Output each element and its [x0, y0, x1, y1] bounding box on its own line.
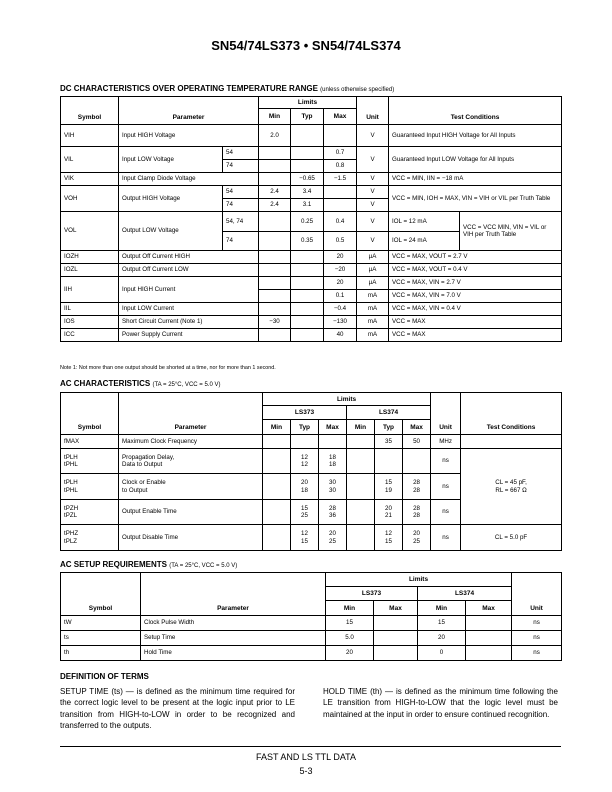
table-cell — [259, 147, 291, 160]
table-cell: Hold Time — [141, 646, 326, 661]
ac-section-title — [60, 379, 220, 388]
table-cell: tPLH tPHL — [61, 449, 119, 474]
dc-header-symbol: Symbol — [61, 97, 119, 125]
setup-header-min: Min — [418, 601, 466, 616]
table-cell: 20 25 — [319, 525, 347, 551]
table-cell: µA — [357, 251, 389, 264]
table-cell: Output Off Current HIGH — [119, 251, 259, 264]
ac-header-ls374: LS374 — [347, 406, 431, 420]
table-cell: VCC = MIN, IIN = −18 mA — [389, 173, 562, 186]
table-cell: ns — [431, 500, 461, 525]
table-cell: Guaranteed Input HIGH Voltage for All Inputs — [389, 125, 562, 147]
table-cell: 20 — [324, 277, 357, 290]
table-cell: Maximum Clock Frequency — [119, 435, 263, 449]
table-cell: −0.4 — [324, 303, 357, 316]
table-cell: tPLH tPHL — [61, 474, 119, 500]
table-cell: 3.1 — [291, 199, 324, 212]
table-cell: VCC = VCC MIN, VIN = VIL or VIH per Truth Table — [463, 223, 547, 238]
table-cell: 2.0 — [259, 125, 291, 147]
table-cell: VOH — [61, 186, 119, 212]
hold-time-definition: HOLD TIME (th) — is defined as the minimum time following the LE transition from HIGH-to-LOW that the logic level must be maintained at the input in order to ensure continued recognition. — [323, 687, 558, 719]
dc-header-min: Min — [259, 109, 291, 125]
table-cell — [291, 147, 324, 160]
table-cell: IOL = 24 mA — [392, 237, 427, 245]
table-cell: Input LOW Current — [119, 303, 259, 316]
table-cell — [291, 303, 324, 316]
table-cell: Propagation Delay, Data to Output — [119, 449, 263, 474]
table-cell: Output Disable Time — [119, 525, 263, 551]
ac-header-limits: Limits — [263, 393, 431, 406]
table-cell: fMAX — [61, 435, 119, 449]
table-cell: 35 — [375, 435, 403, 449]
table-cell — [291, 277, 324, 290]
page-number: 5-3 — [299, 766, 313, 776]
table-cell — [259, 251, 291, 264]
table-cell: VIH — [61, 125, 119, 147]
table-cell: IIH — [61, 277, 119, 303]
ac-header-max: Max — [319, 420, 347, 435]
table-cell: V — [357, 125, 389, 147]
ac-header-typ: Typ — [375, 420, 403, 435]
table-cell: 20 — [324, 251, 357, 264]
table-cell: Clock or Enable to Output — [119, 474, 263, 500]
table-cell — [259, 329, 291, 342]
table-cell: Clock Pulse Width — [141, 616, 326, 631]
table-cell: V — [357, 199, 389, 212]
table-cell: 74 — [223, 199, 259, 212]
dc-table — [60, 96, 562, 342]
table-cell: 2.4 — [259, 186, 291, 199]
table-cell — [466, 646, 512, 661]
dc-header-parameter: Parameter — [119, 97, 259, 125]
table-cell: VCC = MAX, VOUT = 0.4 V — [389, 264, 562, 277]
table-cell: 54 — [223, 147, 259, 160]
table-cell — [259, 303, 291, 316]
table-cell: ns — [512, 616, 562, 631]
dc-title: DC CHARACTERISTICS OVER OPERATING TEMPERATURE RANGE — [60, 84, 318, 93]
table-cell: tPHZ tPLZ — [61, 525, 119, 551]
table-cell: 15 — [326, 616, 374, 631]
ac-table — [60, 392, 562, 551]
setup-header-ls374: LS374 — [418, 587, 512, 601]
setup-header-ls373: LS373 — [326, 587, 418, 601]
table-cell — [347, 500, 375, 525]
table-cell: 20 — [326, 646, 374, 661]
table-cell: 54 — [223, 186, 259, 199]
table-cell: −0.65 — [291, 173, 324, 186]
table-cell: 0.35 — [291, 231, 324, 251]
table-cell: −30 — [259, 316, 291, 329]
table-cell — [324, 199, 357, 212]
table-cell: CL = 45 pF, RL = 667 Ω — [461, 449, 562, 525]
ac-header-symbol: Symbol — [61, 393, 119, 435]
table-cell: VCC = MAX, VIN = 7.0 V — [389, 290, 562, 303]
table-cell — [263, 474, 291, 500]
table-cell: 0.7 — [324, 147, 357, 160]
table-cell — [324, 125, 357, 147]
table-cell: mA — [357, 290, 389, 303]
table-cell: V — [357, 147, 389, 173]
table-cell: ns — [431, 525, 461, 551]
table-cell: Guaranteed Input LOW Voltage for All Inputs — [389, 147, 562, 173]
table-cell: 3.4 — [291, 186, 324, 199]
table-cell: 12 15 — [291, 525, 319, 551]
table-cell: 12 12 — [291, 449, 319, 474]
table-cell — [259, 277, 291, 290]
table-cell: 28 36 — [319, 500, 347, 525]
footer-text: FAST AND LS TTL DATA — [255, 752, 357, 762]
table-cell: 20 25 — [403, 525, 431, 551]
table-cell — [259, 231, 291, 251]
setup-table — [60, 572, 562, 661]
vol-conditions-cell — [389, 212, 562, 251]
ac-header-typ: Typ — [291, 420, 319, 435]
table-cell: ns — [431, 474, 461, 500]
table-cell: IOS — [61, 316, 119, 329]
table-cell: tPZH tPZL — [61, 500, 119, 525]
table-cell: −1.5 — [324, 173, 357, 186]
ac-qualifier: (TA = 25°C, VCC = 5.0 V) — [152, 382, 221, 388]
table-cell — [291, 329, 324, 342]
table-cell — [347, 474, 375, 500]
setup-header-limits: Limits — [326, 573, 512, 587]
table-cell: 15 25 — [291, 500, 319, 525]
table-cell — [259, 264, 291, 277]
table-cell: µA — [357, 264, 389, 277]
table-cell — [291, 160, 324, 173]
table-cell: VCC = MAX, VOUT = 2.7 V — [389, 251, 562, 264]
table-cell: 2.4 — [259, 199, 291, 212]
definitions-title: DEFINITION OF TERMS — [60, 672, 149, 681]
table-cell — [263, 435, 291, 449]
table-cell: Short Circuit Current (Note 1) — [119, 316, 259, 329]
setup-title: AC SETUP REQUIREMENTS — [60, 560, 167, 569]
table-cell — [466, 631, 512, 646]
table-cell: IOZH — [61, 251, 119, 264]
table-cell — [291, 125, 324, 147]
setup-header-parameter: Parameter — [141, 573, 326, 616]
setup-time-definition: SETUP TIME (ts) — is defined as the minimum time required for the correct logic level to be present at the logic input prior to LE transition from HIGH-to-LOW in order to be recognized and transferred to the outputs. — [60, 687, 295, 731]
table-cell: mA — [357, 303, 389, 316]
table-cell: 30 30 — [319, 474, 347, 500]
table-cell: VOL — [61, 212, 119, 251]
table-cell: Input LOW Voltage — [119, 147, 223, 173]
table-cell: −20 — [324, 264, 357, 277]
table-cell: mA — [357, 316, 389, 329]
table-cell: 18 18 — [319, 449, 347, 474]
table-cell: ICC — [61, 329, 119, 342]
setup-header-min: Min — [326, 601, 374, 616]
table-cell — [259, 160, 291, 173]
setup-header-max: Max — [466, 601, 512, 616]
ac-header-min: Min — [263, 420, 291, 435]
table-cell: 15 19 — [375, 474, 403, 500]
ac-header-min: Min — [347, 420, 375, 435]
table-cell — [263, 525, 291, 551]
dc-header-max: Max — [324, 109, 357, 125]
table-cell: ns — [512, 646, 562, 661]
table-cell: 0.4 — [324, 212, 357, 232]
table-cell — [374, 631, 418, 646]
table-cell — [347, 435, 375, 449]
table-cell: IIL — [61, 303, 119, 316]
ac-header-parameter: Parameter — [119, 393, 263, 435]
table-cell: VCC = MAX, VIN = 2.7 V — [389, 277, 562, 290]
table-cell: ns — [431, 449, 461, 474]
table-cell: VCC = MAX — [389, 329, 562, 342]
dc-note: Note 1: Not more than one output should be shorted at a time, nor for more than 1 second. — [60, 365, 276, 371]
dc-header-unit: Unit — [357, 97, 389, 125]
table-cell: tW — [61, 616, 141, 631]
table-cell: 5.0 — [326, 631, 374, 646]
table-cell: Power Supply Current — [119, 329, 259, 342]
table-cell: MHz — [431, 435, 461, 449]
table-cell — [291, 316, 324, 329]
table-cell: Output Enable Time — [119, 500, 263, 525]
table-cell: 74 — [223, 160, 259, 173]
ac-header-max: Max — [403, 420, 431, 435]
table-cell: 0.5 — [324, 231, 357, 251]
table-cell: 40 — [324, 329, 357, 342]
table-cell: 28 28 — [403, 500, 431, 525]
table-cell: V — [357, 186, 389, 199]
setup-header-symbol: Symbol — [61, 573, 141, 616]
table-cell: CL = 5.0 pF — [461, 525, 562, 551]
table-cell: Output HIGH Voltage — [119, 186, 223, 212]
dc-section-title — [60, 84, 394, 93]
table-cell: Input HIGH Current — [119, 277, 259, 303]
ac-header-unit: Unit — [431, 393, 461, 435]
table-cell — [291, 264, 324, 277]
table-cell: 0.8 — [324, 160, 357, 173]
table-cell: VCC = MAX, VIN = 0.4 V — [389, 303, 562, 316]
setup-header-max: Max — [374, 601, 418, 616]
footer-divider — [60, 746, 561, 747]
ac-header-conditions: Test Conditions — [461, 393, 562, 435]
table-cell: 12 15 — [375, 525, 403, 551]
table-cell — [291, 290, 324, 303]
table-cell: Input Clamp Diode Voltage — [119, 173, 259, 186]
dc-header-typ: Typ — [291, 109, 324, 125]
dc-header-conditions: Test Conditions — [389, 97, 562, 125]
table-cell: 28 28 — [403, 474, 431, 500]
table-cell: VIL — [61, 147, 119, 173]
table-cell: ts — [61, 631, 141, 646]
table-cell — [466, 616, 512, 631]
table-cell: 0 — [418, 646, 466, 661]
table-cell: 0.25 — [291, 212, 324, 232]
table-cell — [259, 290, 291, 303]
setup-section-title — [60, 560, 237, 569]
table-cell: Input HIGH Voltage — [119, 125, 259, 147]
table-cell — [461, 435, 562, 449]
table-cell: 20 18 — [291, 474, 319, 500]
table-cell: Output LOW Voltage — [119, 212, 223, 251]
setup-header-unit: Unit — [512, 573, 562, 616]
table-cell — [291, 251, 324, 264]
table-cell — [263, 449, 291, 474]
table-cell: IOZL — [61, 264, 119, 277]
table-cell: VIK — [61, 173, 119, 186]
table-cell: VCC = MAX — [389, 316, 562, 329]
table-cell — [347, 525, 375, 551]
table-cell — [375, 449, 403, 474]
table-cell: ns — [512, 631, 562, 646]
setup-qualifier: (TA = 25°C, VCC = 5.0 V) — [169, 563, 238, 569]
table-cell: −130 — [324, 316, 357, 329]
table-cell: 54, 74 — [223, 212, 259, 232]
table-cell: Output Off Current LOW — [119, 264, 259, 277]
table-cell: th — [61, 646, 141, 661]
table-cell: Setup Time — [141, 631, 326, 646]
table-cell: IOL = 12 mA — [389, 212, 459, 232]
table-cell: V — [357, 173, 389, 186]
table-cell: 20 — [418, 631, 466, 646]
table-cell: µA — [357, 277, 389, 290]
table-cell: V — [357, 231, 389, 251]
table-cell — [259, 212, 291, 232]
ac-title: AC CHARACTERISTICS — [60, 379, 151, 388]
table-cell: mA — [357, 329, 389, 342]
ac-header-ls373: LS373 — [263, 406, 347, 420]
table-cell — [403, 449, 431, 474]
table-cell: V — [357, 212, 389, 232]
table-cell — [347, 449, 375, 474]
table-cell — [324, 186, 357, 199]
dc-header-limits: Limits — [259, 97, 357, 109]
table-cell: 74 — [223, 231, 259, 251]
table-cell: 50 — [403, 435, 431, 449]
table-cell: 20 21 — [375, 500, 403, 525]
table-cell — [259, 173, 291, 186]
table-cell: VCC = MIN, IOH = MAX, VIN = VIH or VIL per Truth Table — [389, 186, 562, 212]
dc-qualifier: (unless otherwise specified) — [320, 87, 395, 93]
table-cell — [263, 500, 291, 525]
table-cell: 0.1 — [324, 290, 357, 303]
table-cell: 15 — [418, 616, 466, 631]
table-cell — [374, 646, 418, 661]
table-cell — [291, 435, 319, 449]
table-cell — [374, 616, 418, 631]
document-title: SN54/74LS373 • SN54/74LS374 — [211, 38, 401, 53]
table-cell — [319, 435, 347, 449]
